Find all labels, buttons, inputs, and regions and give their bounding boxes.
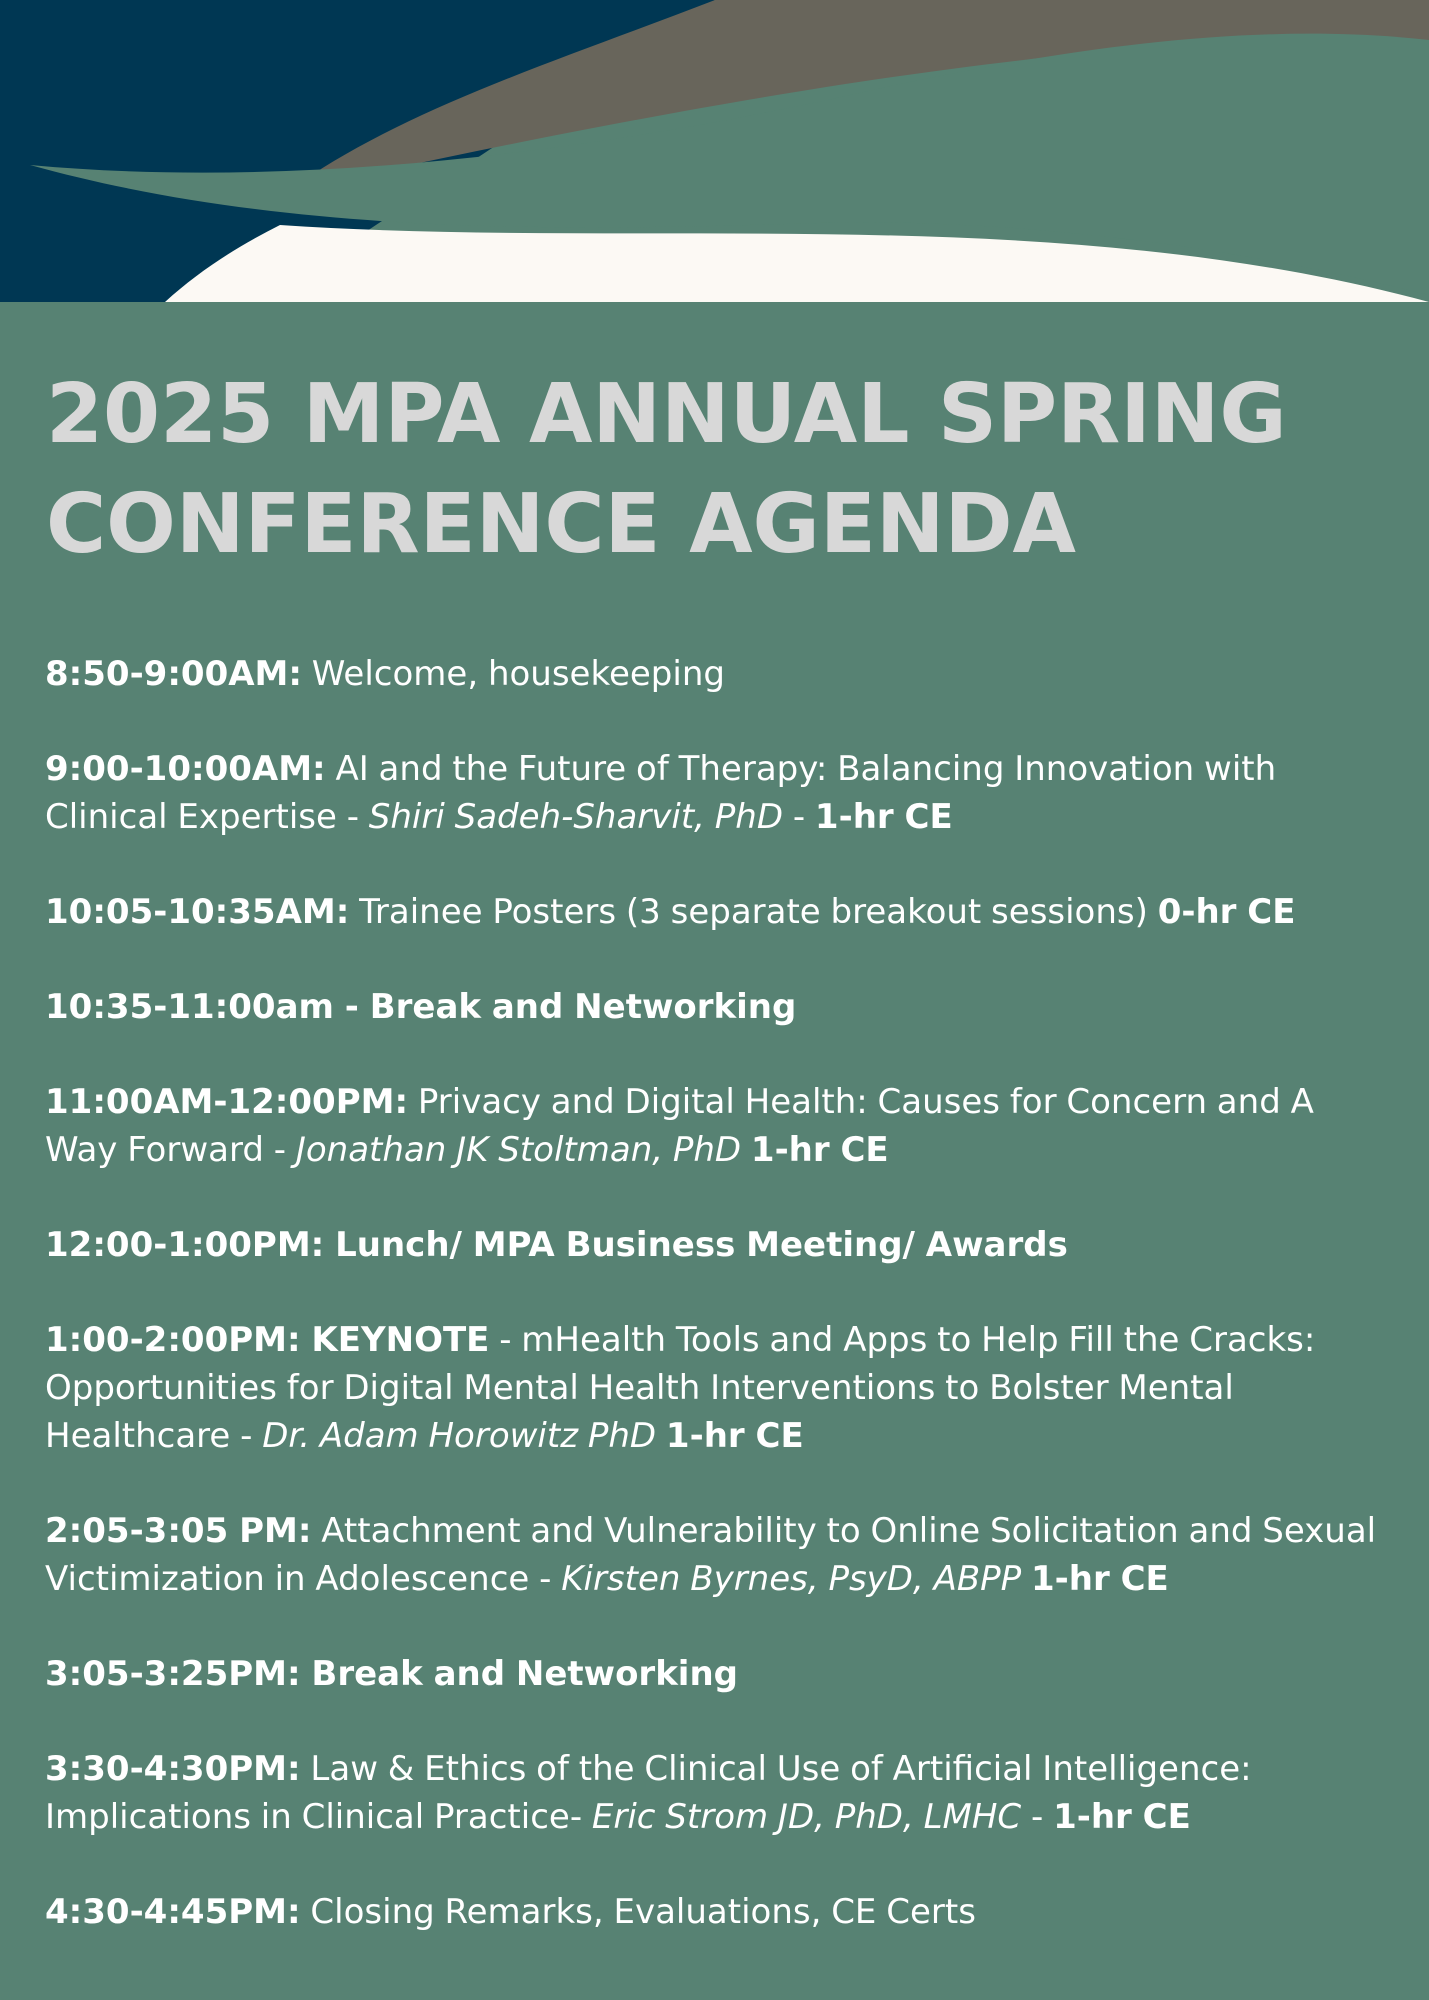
agenda-ce: 0-hr CE: [1157, 892, 1296, 932]
agenda-ce: 1-hr CE: [750, 1130, 889, 1170]
agenda-item: [45, 1888, 1395, 1936]
agenda-time: 1:00-2:00PM: KEYNOTE: [45, 1320, 490, 1360]
agenda-item: [45, 650, 1395, 698]
agenda-item: [45, 1221, 1395, 1269]
agenda-item: [45, 1650, 1395, 1698]
agenda-time: 9:00-10:00AM:: [45, 749, 326, 789]
agenda-speaker: Eric Strom JD, PhD, LMHC: [591, 1797, 1022, 1837]
agenda-time: 3:05-3:25PM: Break and Networking: [45, 1654, 739, 1694]
agenda-time: 2:05-3:05 PM:: [45, 1511, 312, 1551]
agenda-separator: -: [1021, 1797, 1054, 1837]
agenda-time: 12:00-1:00PM: Lunch/ MPA Business Meeting/ Awards: [45, 1225, 1068, 1265]
agenda-item: [45, 888, 1395, 936]
agenda-item: [45, 1745, 1395, 1841]
agenda-description: Trainee Posters (3 separate breakout sessions): [349, 892, 1158, 932]
agenda-time: 10:05-10:35AM:: [45, 892, 350, 932]
agenda-ce: 1-hr CE: [1053, 1797, 1191, 1837]
agenda-separator: [741, 1130, 751, 1170]
agenda-time: 10:35-11:00am - Break and Networking: [45, 987, 797, 1027]
agenda-time: 4:30-4:45PM:: [45, 1892, 301, 1932]
agenda-ce: 1-hr CE: [665, 1416, 804, 1456]
agenda-description: Closing Remarks, Evaluations, CE Certs: [300, 1892, 976, 1932]
agenda-separator: [1021, 1559, 1031, 1599]
agenda-list: [45, 650, 1395, 1983]
agenda-time: 11:00AM-12:00PM:: [45, 1082, 409, 1122]
agenda-ce: 1-hr CE: [814, 797, 953, 837]
agenda-time: 8:50-9:00AM:: [45, 654, 302, 694]
agenda-item: [45, 1316, 1395, 1460]
agenda-speaker: Jonathan JK Stoltman, PhD: [295, 1130, 742, 1170]
agenda-description: Welcome, housekeeping: [302, 654, 725, 694]
agenda-item: [45, 983, 1395, 1031]
agenda-item: [45, 1078, 1395, 1174]
title-line-1: 2025 MPA ANNUAL SPRING: [46, 367, 1287, 462]
agenda-speaker: Shiri Sadeh-Sharvit, PhD: [368, 797, 784, 837]
agenda-description: AI and the Future of Therapy: Balancing Innovation with Clinical Expertise -: [45, 749, 1277, 837]
agenda-description: - mHealth Tools and Apps to Help Fill the Cracks: Opportunities for Digital Mental Health Interventions to Bolster Mental Healthcare -: [45, 1320, 1316, 1456]
agenda-item: [45, 745, 1395, 841]
agenda-separator: [656, 1416, 666, 1456]
header-wave-art: [0, 0, 1429, 302]
agenda-item: [45, 1507, 1395, 1603]
agenda-speaker: Dr. Adam Horowitz PhD: [262, 1416, 657, 1456]
agenda-description: Attachment and Vulnerability to Online Solicitation and Sexual Victimization in Adolescence -: [45, 1511, 1377, 1599]
agenda-ce: 1-hr CE: [1031, 1559, 1169, 1599]
agenda-separator: -: [783, 797, 815, 837]
title-line-2: CONFERENCE AGENDA: [46, 477, 1077, 572]
agenda-time: 3:30-4:30PM:: [45, 1749, 301, 1789]
agenda-description: Law & Ethics of the Clinical Use of Artificial Intelligence: Implications in Clinical Practice-: [45, 1749, 1252, 1837]
page-title: [46, 360, 1386, 580]
agenda-description: Privacy and Digital Health: Causes for Concern and A Way Forward -: [45, 1082, 1314, 1170]
agenda-speaker: Kirsten Byrnes, PsyD, ABPP: [561, 1559, 1022, 1599]
